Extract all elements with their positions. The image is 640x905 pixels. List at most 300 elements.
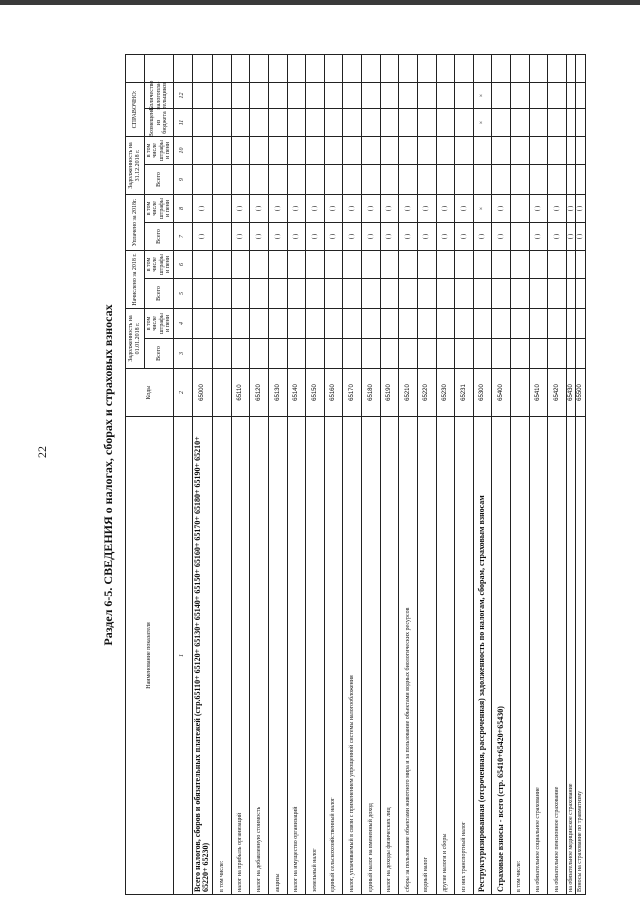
column-number: 3 [174,338,193,368]
value-cell [306,108,325,136]
value-cell: ( ) [530,194,549,222]
column-number: 12 [174,82,193,108]
value-cell [567,278,577,308]
row-name: в том числе: [213,416,232,894]
row-name: акцизы [269,416,288,894]
value-cell [343,136,362,164]
header-fines: в том числе штрафы и пени [145,250,174,278]
value-cell [511,278,530,308]
value-cell [306,54,325,82]
row-name: единый налог на вмененный доход [362,416,381,894]
value-cell [250,308,269,338]
value-cell [306,278,325,308]
row-code: 65410 [530,368,549,416]
blank-cell [145,54,174,82]
value-cell [288,108,307,136]
value-cell [325,108,344,136]
value-cell [511,164,530,194]
value-cell [418,338,437,368]
value-cell [362,338,381,368]
value-cell [250,338,269,368]
value-cell [193,278,214,308]
value-cell [343,54,362,82]
value-cell [548,82,567,108]
value-cell [288,250,307,278]
value-cell [530,54,549,82]
value-cell: ( ) [399,194,418,222]
header-fines: в том числе штрафы и пени [145,194,174,222]
value-cell [399,108,418,136]
value-cell [548,164,567,194]
value-cell [250,82,269,108]
row-code: 65400 [492,368,511,416]
value-cell: × [474,194,493,222]
header-refunded: Возмещено из бюджета [145,108,174,136]
value-cell: ( ) [455,194,474,222]
value-cell: ( ) [269,194,288,222]
value-cell [213,308,232,338]
value-cell [492,82,511,108]
row-name: на обязательное пенсионное страхование [548,416,567,894]
value-cell [492,278,511,308]
header-code: Коды [126,368,174,416]
value-cell [399,164,418,194]
header-name: Наименование показателя [126,416,174,894]
value-cell: ( ) [362,222,381,250]
value-cell [381,338,400,368]
row-code: 65420 [548,368,567,416]
value-cell [288,54,307,82]
value-cell [269,278,288,308]
value-cell [269,164,288,194]
value-cell [548,250,567,278]
value-cell [250,108,269,136]
value-cell [455,308,474,338]
row-code [213,368,232,416]
page-number: 22 [35,446,49,458]
value-cell [437,308,456,338]
value-cell [288,308,307,338]
value-cell [381,164,400,194]
value-cell [306,82,325,108]
top-border-line [0,0,640,5]
value-cell [362,136,381,164]
value-cell [492,108,511,136]
value-cell [492,136,511,164]
value-cell [567,250,577,278]
value-cell [418,82,437,108]
header-total: Всего [145,278,174,308]
column-number: 5 [174,278,193,308]
row-name: налог на доходы физических лиц [381,416,400,894]
value-cell: ( ) [288,194,307,222]
column-number: 10 [174,136,193,164]
value-cell: ( ) [325,194,344,222]
value-cell [213,222,232,250]
value-cell: ( ) [567,222,577,250]
value-cell [362,308,381,338]
value-cell [362,278,381,308]
value-cell: ( ) [437,222,456,250]
row-code: 65000 [193,368,214,416]
section-title: Раздел 6-5. СВЕДЕНИЯ о налогах, сборах и страховых взносах [101,304,115,646]
value-cell [288,164,307,194]
value-cell [511,136,530,164]
value-cell: ( ) [288,222,307,250]
value-cell [455,278,474,308]
value-cell [474,338,493,368]
value-cell [193,338,214,368]
value-cell [213,54,232,82]
value-cell [511,222,530,250]
value-cell [567,82,577,108]
row-code: 65210 [399,368,418,416]
value-cell [548,108,567,136]
value-cell [288,136,307,164]
value-cell [548,136,567,164]
value-cell [418,278,437,308]
value-cell [193,82,214,108]
value-cell [576,108,586,136]
blank-cell [126,54,145,82]
value-cell [437,82,456,108]
value-cell [474,308,493,338]
column-number: 9 [174,164,193,194]
row-name: другие налоги и сборы [437,416,456,894]
value-cell [399,308,418,338]
row-code: 65230 [437,368,456,416]
row-name: налог, уплачиваемый в связи с применением упрощенной системы налогообложения [343,416,362,894]
value-cell [250,136,269,164]
row-name: из них транспортный налог [455,416,474,894]
value-cell [576,164,586,194]
value-cell [325,82,344,108]
value-cell: ( ) [530,222,549,250]
row-code: 65430 [567,368,577,416]
value-cell: ( ) [576,194,586,222]
value-cell [306,250,325,278]
row-code: 65150 [306,368,325,416]
value-cell [548,338,567,368]
value-cell [455,136,474,164]
row-code: 65300 [474,368,493,416]
value-cell: ( ) [474,222,493,250]
row-code: 65130 [269,368,288,416]
value-cell [381,278,400,308]
value-cell [306,164,325,194]
value-cell [362,82,381,108]
value-cell: ( ) [250,194,269,222]
row-code: 65190 [381,368,400,416]
tax-table [125,54,586,895]
value-cell [437,250,456,278]
value-cell [250,250,269,278]
value-cell [548,308,567,338]
value-cell [548,278,567,308]
value-cell [418,164,437,194]
column-number: 2 [174,368,193,416]
header-total: Всего [145,164,174,194]
value-cell [455,82,474,108]
header-debt-end: Задолженность на 31.12.2018 г. [126,136,145,194]
value-cell [474,164,493,194]
row-name: Страховые взносы - всего (стр. 65410+65420+65430) [492,416,511,894]
value-cell: ( ) [306,194,325,222]
value-cell [576,308,586,338]
header-total: Всего [145,338,174,368]
value-cell: ( ) [418,222,437,250]
value-cell: ( ) [548,194,567,222]
value-cell [567,54,577,82]
value-cell: ( ) [193,222,214,250]
row-name: на обязательное социальное страхование [530,416,549,894]
value-cell: ( ) [548,222,567,250]
value-cell [511,250,530,278]
value-cell: ( ) [455,222,474,250]
row-code: 65120 [250,368,269,416]
value-cell [530,108,549,136]
value-cell [399,54,418,82]
value-cell [193,308,214,338]
value-cell [343,164,362,194]
value-cell [567,164,577,194]
value-cell [399,82,418,108]
value-cell [288,338,307,368]
value-cell [250,164,269,194]
value-cell [530,338,549,368]
value-cell: × [474,108,493,136]
value-cell [548,54,567,82]
row-name: в том числе: [511,416,530,894]
value-cell [418,308,437,338]
value-cell [325,164,344,194]
value-cell [213,250,232,278]
value-cell [492,338,511,368]
column-number: 11 [174,108,193,136]
value-cell [437,54,456,82]
value-cell [213,82,232,108]
value-cell: ( ) [418,194,437,222]
header-payer-count: Количество налогопла-тельщиков [145,82,174,108]
value-cell: ( ) [343,222,362,250]
value-cell [455,54,474,82]
value-cell: ( ) [232,194,251,222]
value-cell [325,250,344,278]
value-cell [362,108,381,136]
row-name: налог на добавленную стоимость [250,416,269,894]
value-cell [576,338,586,368]
value-cell: ( ) [399,222,418,250]
value-cell [492,164,511,194]
value-cell [343,308,362,338]
value-cell [250,278,269,308]
row-name: сборы за пользование объектами животного мира и за пользование объектами водных биологических ресурсов [399,416,418,894]
value-cell [232,108,251,136]
row-name: земельный налог [306,416,325,894]
header-total: Всего [145,222,174,250]
column-number: 4 [174,308,193,338]
value-cell [250,54,269,82]
value-cell [492,308,511,338]
value-cell [213,164,232,194]
row-name: налог на имущество организаций [288,416,307,894]
value-cell [399,278,418,308]
value-cell [343,278,362,308]
value-cell [474,136,493,164]
header-debt-start: Задолженность на 01.01.2018 г. [126,308,145,368]
value-cell: × [474,82,493,108]
value-cell [306,136,325,164]
value-cell [567,136,577,164]
value-cell [399,136,418,164]
value-cell [362,54,381,82]
value-cell: ( ) [437,194,456,222]
row-name: налог на прибыль организаций [232,416,251,894]
row-code [511,368,530,416]
value-cell [269,308,288,338]
value-cell [343,338,362,368]
value-cell [213,108,232,136]
value-cell [343,250,362,278]
row-name: на обязательное медицинское страхование [567,416,577,894]
value-cell [306,338,325,368]
value-cell [232,164,251,194]
value-cell [576,250,586,278]
value-cell [381,250,400,278]
value-cell [269,108,288,136]
value-cell: ( ) [492,222,511,250]
value-cell [193,136,214,164]
value-cell [437,164,456,194]
row-code: 65231 [455,368,474,416]
header-fines: в том числе штрафы и пени [145,136,174,164]
value-cell [474,278,493,308]
value-cell [418,136,437,164]
value-cell [530,82,549,108]
value-cell [213,278,232,308]
value-cell: ( ) [343,194,362,222]
value-cell [511,82,530,108]
value-cell [576,278,586,308]
value-cell [306,308,325,338]
value-cell [455,250,474,278]
value-cell [381,136,400,164]
value-cell [213,194,232,222]
value-cell [232,136,251,164]
value-cell [288,278,307,308]
value-cell [325,308,344,338]
value-cell [399,250,418,278]
value-cell: ( ) [576,222,586,250]
row-code: 65180 [362,368,381,416]
value-cell [232,54,251,82]
blank-cell [174,54,193,82]
value-cell [325,278,344,308]
row-code: 65170 [343,368,362,416]
value-cell [437,278,456,308]
value-cell [455,164,474,194]
value-cell: ( ) [362,194,381,222]
value-cell [269,338,288,368]
value-cell [576,136,586,164]
header-fines: в том числе штрафы и пени [145,308,174,338]
value-cell [381,54,400,82]
value-cell [576,82,586,108]
value-cell [193,54,214,82]
value-cell [232,250,251,278]
value-cell [325,54,344,82]
value-cell [530,308,549,338]
value-cell [399,338,418,368]
value-cell [530,136,549,164]
row-name: Реструктуризированная (отсроченная, рассроченная) задолженность по налогам, сборам, страховым взносам [474,416,493,894]
row-code: 65110 [232,368,251,416]
value-cell [455,108,474,136]
value-cell [343,82,362,108]
value-cell [288,82,307,108]
header-paid: Уплачено за 2018г. [126,194,145,250]
value-cell: ( ) [232,222,251,250]
column-number: 1 [174,416,193,894]
row-code: 65140 [288,368,307,416]
value-cell [213,338,232,368]
value-cell [474,250,493,278]
row-name: Всего налогов, сборов и обязательных платежей (стр.65110+ 65120+ 65130+ 65140+ 65150+ 65160+ 65170+ 65180+ 65190+ 65210+ 65220+ 65230) [193,416,214,894]
value-cell [455,338,474,368]
value-cell: ( ) [325,222,344,250]
value-cell: ( ) [567,194,577,222]
value-cell: ( ) [381,194,400,222]
value-cell [576,54,586,82]
value-cell: ( ) [381,222,400,250]
value-cell [269,136,288,164]
value-cell [325,136,344,164]
value-cell: ( ) [193,194,214,222]
value-cell [567,338,577,368]
row-name: Взносы на страхование по травматизму [576,416,586,894]
value-cell [418,54,437,82]
value-cell: ( ) [492,194,511,222]
value-cell [381,82,400,108]
value-cell [232,278,251,308]
value-cell [418,250,437,278]
value-cell [418,108,437,136]
header-accrued: Начислено за 2018 г. [126,250,145,308]
column-number: 7 [174,222,193,250]
value-cell [511,308,530,338]
value-cell [511,338,530,368]
value-cell [269,250,288,278]
value-cell [381,308,400,338]
value-cell [325,338,344,368]
value-cell [362,164,381,194]
row-code: 65220 [418,368,437,416]
rotated-table-sheet [95,55,590,895]
value-cell [232,82,251,108]
value-cell [567,308,577,338]
value-cell [511,54,530,82]
column-number: 8 [174,194,193,222]
value-cell [193,108,214,136]
value-cell [343,108,362,136]
value-cell [511,194,530,222]
value-cell [437,136,456,164]
row-code: 65160 [325,368,344,416]
value-cell [193,250,214,278]
row-name: водный налог [418,416,437,894]
value-cell [492,54,511,82]
column-number: 6 [174,250,193,278]
